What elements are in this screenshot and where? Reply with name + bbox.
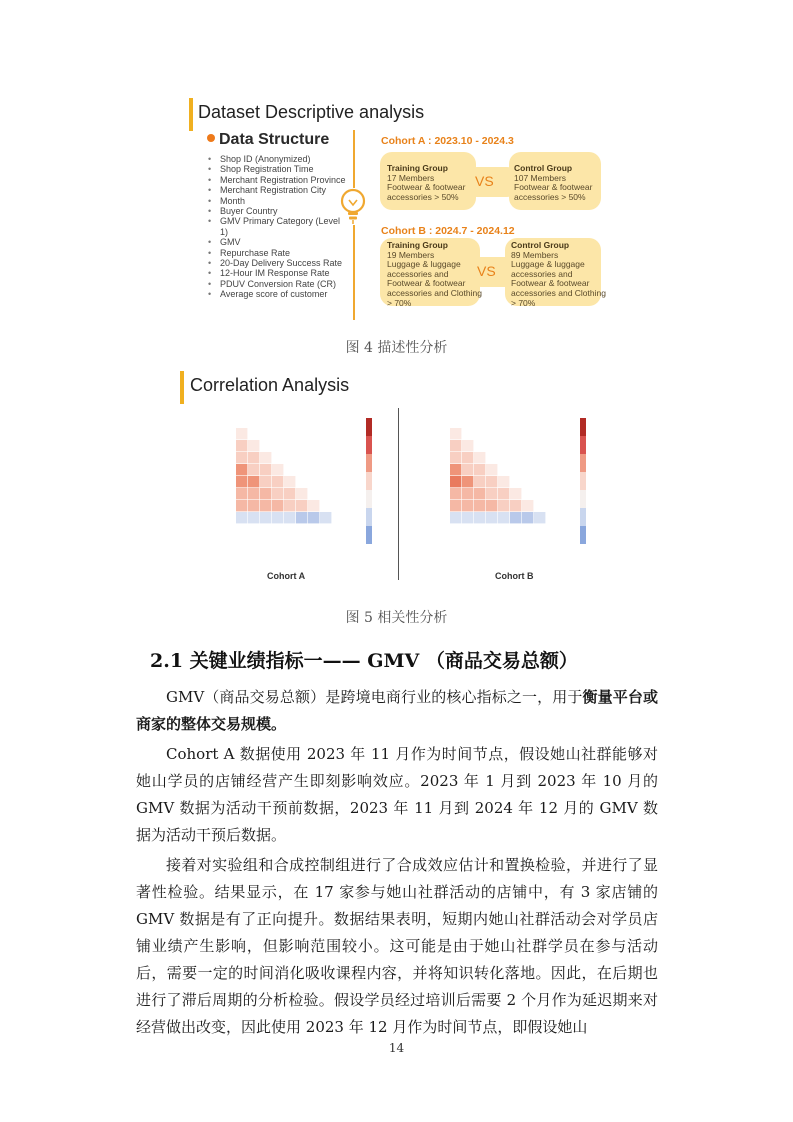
heatmap-cell — [260, 476, 271, 487]
heatmap-cell — [450, 452, 461, 463]
heatmap-cell — [498, 488, 509, 499]
heatmap-cell — [462, 452, 473, 463]
colorbar-segment — [366, 490, 372, 508]
data-structure-item: • Month — [208, 196, 348, 206]
heatmap-cell — [248, 512, 259, 523]
heatmap-cell — [450, 440, 461, 451]
cohort-a-label: Cohort A — [267, 571, 306, 581]
heatmap-cell — [474, 512, 485, 523]
colorbar-segment — [580, 526, 586, 544]
figure-descriptive-analysis — [183, 95, 613, 327]
heatmap-cell — [462, 500, 473, 511]
heatmap-cell — [462, 476, 473, 487]
timeline-line-bottom — [353, 225, 355, 320]
figure-correlation-analysis — [180, 366, 613, 590]
heatmap-cell — [248, 476, 259, 487]
heatmap-cell — [236, 440, 247, 451]
timeline-line-top — [353, 130, 355, 188]
colorbar-segment — [580, 454, 586, 472]
data-structure-item: • Merchant Registration Province — [208, 175, 348, 185]
data-structure-item: • Buyer Country — [208, 206, 348, 216]
heatmap-cell — [510, 488, 521, 499]
heatmap-cell — [236, 452, 247, 463]
heatmap-cell — [320, 512, 331, 523]
heatmap-cell — [498, 500, 509, 511]
panel-title: Correlation Analysis — [190, 375, 350, 395]
heatmap-cell — [296, 500, 307, 511]
data-structure-item: • Shop ID (Anonymized) — [208, 154, 348, 164]
heatmap-cell — [450, 476, 461, 487]
heatmap-cell — [486, 476, 497, 487]
heatmap-cell — [462, 440, 473, 451]
cohort-b-vs: VS — [477, 263, 496, 279]
heatmap-cell — [248, 500, 259, 511]
colorbar-segment — [366, 526, 372, 544]
cohort-a-title: Cohort A : 2023.10 - 2024.3 — [381, 135, 514, 147]
heatmap-cell — [450, 512, 461, 523]
heatmap-cell — [308, 500, 319, 511]
cohort-a-correlation-heatmap — [202, 412, 382, 582]
heatmap-cell — [284, 512, 295, 523]
colorbar-segment — [580, 436, 586, 454]
heatmap-cell — [474, 452, 485, 463]
heatmap-cell — [236, 428, 247, 439]
paragraph-1: GMV（商品交易总额）是跨境电商行业的核心指标之一，用于衡量平台或商家的整体交易规模。 — [136, 688, 658, 733]
heatmap-cell — [486, 500, 497, 511]
colorbar-segment — [580, 508, 586, 526]
heatmap-cell — [236, 476, 247, 487]
cohort-a-training-group: Training Group 17 Members Footwear & footwear accessories > 50% — [387, 163, 466, 202]
heatmap-cell — [462, 512, 473, 523]
heatmap-cell — [272, 476, 283, 487]
lightbulb-icon — [340, 188, 366, 224]
heatmap-cell — [510, 512, 521, 523]
heatmap-cell — [450, 428, 461, 439]
heatmap-cell — [236, 500, 247, 511]
heatmap-cell — [260, 464, 271, 475]
heatmap-cell — [474, 476, 485, 487]
heatmap-cell — [296, 488, 307, 499]
heatmap-cell — [534, 512, 545, 523]
heatmap-cell — [450, 464, 461, 475]
panel-title: Dataset Descriptive analysis — [198, 102, 425, 122]
heatmap-cell — [248, 440, 259, 451]
section-heading: 2.1 关键业绩指标一—— GMV （商品交易总额） — [150, 650, 578, 672]
heatmap-cell — [284, 500, 295, 511]
data-structure-item: • 12-Hour IM Response Rate — [208, 268, 348, 278]
panel-accent-bar — [189, 98, 193, 131]
colorbar-segment — [366, 418, 372, 436]
data-structure-item: • GMV — [208, 237, 348, 247]
heatmap-cell — [510, 500, 521, 511]
data-structure-heading: Data Structure — [207, 131, 329, 149]
heatmap-cell — [248, 464, 259, 475]
heatmap-cell — [260, 452, 271, 463]
heatmap-cell — [474, 464, 485, 475]
cohort-b-training-group: Training Group 19 Members Luggage & luggage accessories and Footwear & footwear accessories and Clothing > 70% — [387, 240, 482, 308]
heatmap-cell — [272, 512, 283, 523]
cohort-b-control-group: Control Group 89 Members Luggage & luggage accessories and Footwear & footwear accessories and Clothing > 70% — [511, 240, 606, 308]
data-structure-item: • GMV Primary Category (Level 1) — [208, 216, 348, 237]
colorbar-segment — [366, 508, 372, 526]
heatmap-cell — [522, 512, 533, 523]
heatmap-cell — [296, 512, 307, 523]
colorbar-segment — [366, 472, 372, 490]
cohort-b-label: Cohort B — [495, 571, 534, 581]
heatmap-cell — [474, 488, 485, 499]
heatmap-cell — [236, 464, 247, 475]
heatmap-cell — [248, 452, 259, 463]
heatmap-cell — [260, 488, 271, 499]
heatmap-cell — [236, 512, 247, 523]
heatmap-cell — [236, 488, 247, 499]
data-structure-list — [208, 154, 348, 300]
colorbar-segment — [366, 436, 372, 454]
heatmap-divider — [398, 408, 399, 580]
heatmap-cell — [450, 488, 461, 499]
heatmap-cell — [260, 500, 271, 511]
data-structure-item: • PDUV Conversion Rate (CR) — [208, 279, 348, 289]
colorbar-segment — [366, 454, 372, 472]
cohort-b-title: Cohort B : 2024.7 - 2024.12 — [381, 225, 515, 237]
heatmap-cell — [272, 500, 283, 511]
heatmap-cell — [308, 512, 319, 523]
heatmap-cell — [486, 464, 497, 475]
heatmap-cell — [498, 512, 509, 523]
data-structure-item: • Average score of customer — [208, 289, 348, 299]
heatmap-cell — [522, 500, 533, 511]
cohort-b-correlation-heatmap — [416, 412, 596, 582]
data-structure-item: • Shop Registration Time — [208, 164, 348, 174]
heatmap-cell — [498, 476, 509, 487]
colorbar-segment — [580, 418, 586, 436]
figure-5-caption: 图 5 相关性分析 — [345, 610, 448, 626]
figure-4-caption: 图 4 描述性分析 — [345, 340, 448, 356]
panel-accent-bar — [180, 371, 184, 404]
paragraph-2: Cohort A 数据使用 2023 年 11 月作为时间节点，假设她山社群能够对她山学员的店铺经营产生即刻影响效应。2023 年 1 月到 2023 年 10 月的 GMV 数据为活动干预前数据，2023 年 11 月到 2024 年 12 月的 GMV 数据为活动干预后数据。 — [136, 745, 658, 844]
colorbar-segment — [580, 490, 586, 508]
heatmap-cell — [284, 476, 295, 487]
cohort-a-control-group: Control Group 107 Members Footwear & footwear accessories > 50% — [514, 163, 593, 202]
heatmap-cell — [450, 500, 461, 511]
cohort-a-vs: VS — [475, 173, 494, 189]
heatmap-cell — [272, 464, 283, 475]
heatmap-cell — [248, 488, 259, 499]
data-structure-item: • Merchant Registration City — [208, 185, 348, 195]
heatmap-cell — [462, 488, 473, 499]
heatmap-cell — [474, 500, 485, 511]
paragraph-3: 接着对实验组和合成控制组进行了合成效应估计和置换检验，并进行了显著性检验。结果显示，在 17 家参与她山社群活动的店铺中，有 3 家店铺的 GMV 数据是有了正向提升。数据结果表明，短期内她山社群活动会对学员店铺业绩产生影响，但影响范围较小。这可能是由于她山社群学员在参与活动后，需要一定的时间消化吸收课程内容，并将知识转化落地。因此，在后期也进行了滞后周期的分析检验。假设学员经过培训后需要 2 个月作为延迟期来对经营做出改变，因此使用 2023 年 12 月作为时间节点，即假设她山 — [136, 856, 658, 1036]
heatmap-cell — [260, 512, 271, 523]
heatmap-cell — [486, 512, 497, 523]
colorbar-segment — [580, 472, 586, 490]
data-structure-item: • Repurchase Rate — [208, 248, 348, 258]
page-number: 14 — [388, 1041, 405, 1055]
data-structure-item: • 20-Day Delivery Success Rate — [208, 258, 348, 268]
heatmap-cell — [272, 488, 283, 499]
bullet-dot-icon — [207, 134, 215, 142]
heatmap-cell — [462, 464, 473, 475]
heatmap-cell — [284, 488, 295, 499]
heatmap-cell — [486, 488, 497, 499]
